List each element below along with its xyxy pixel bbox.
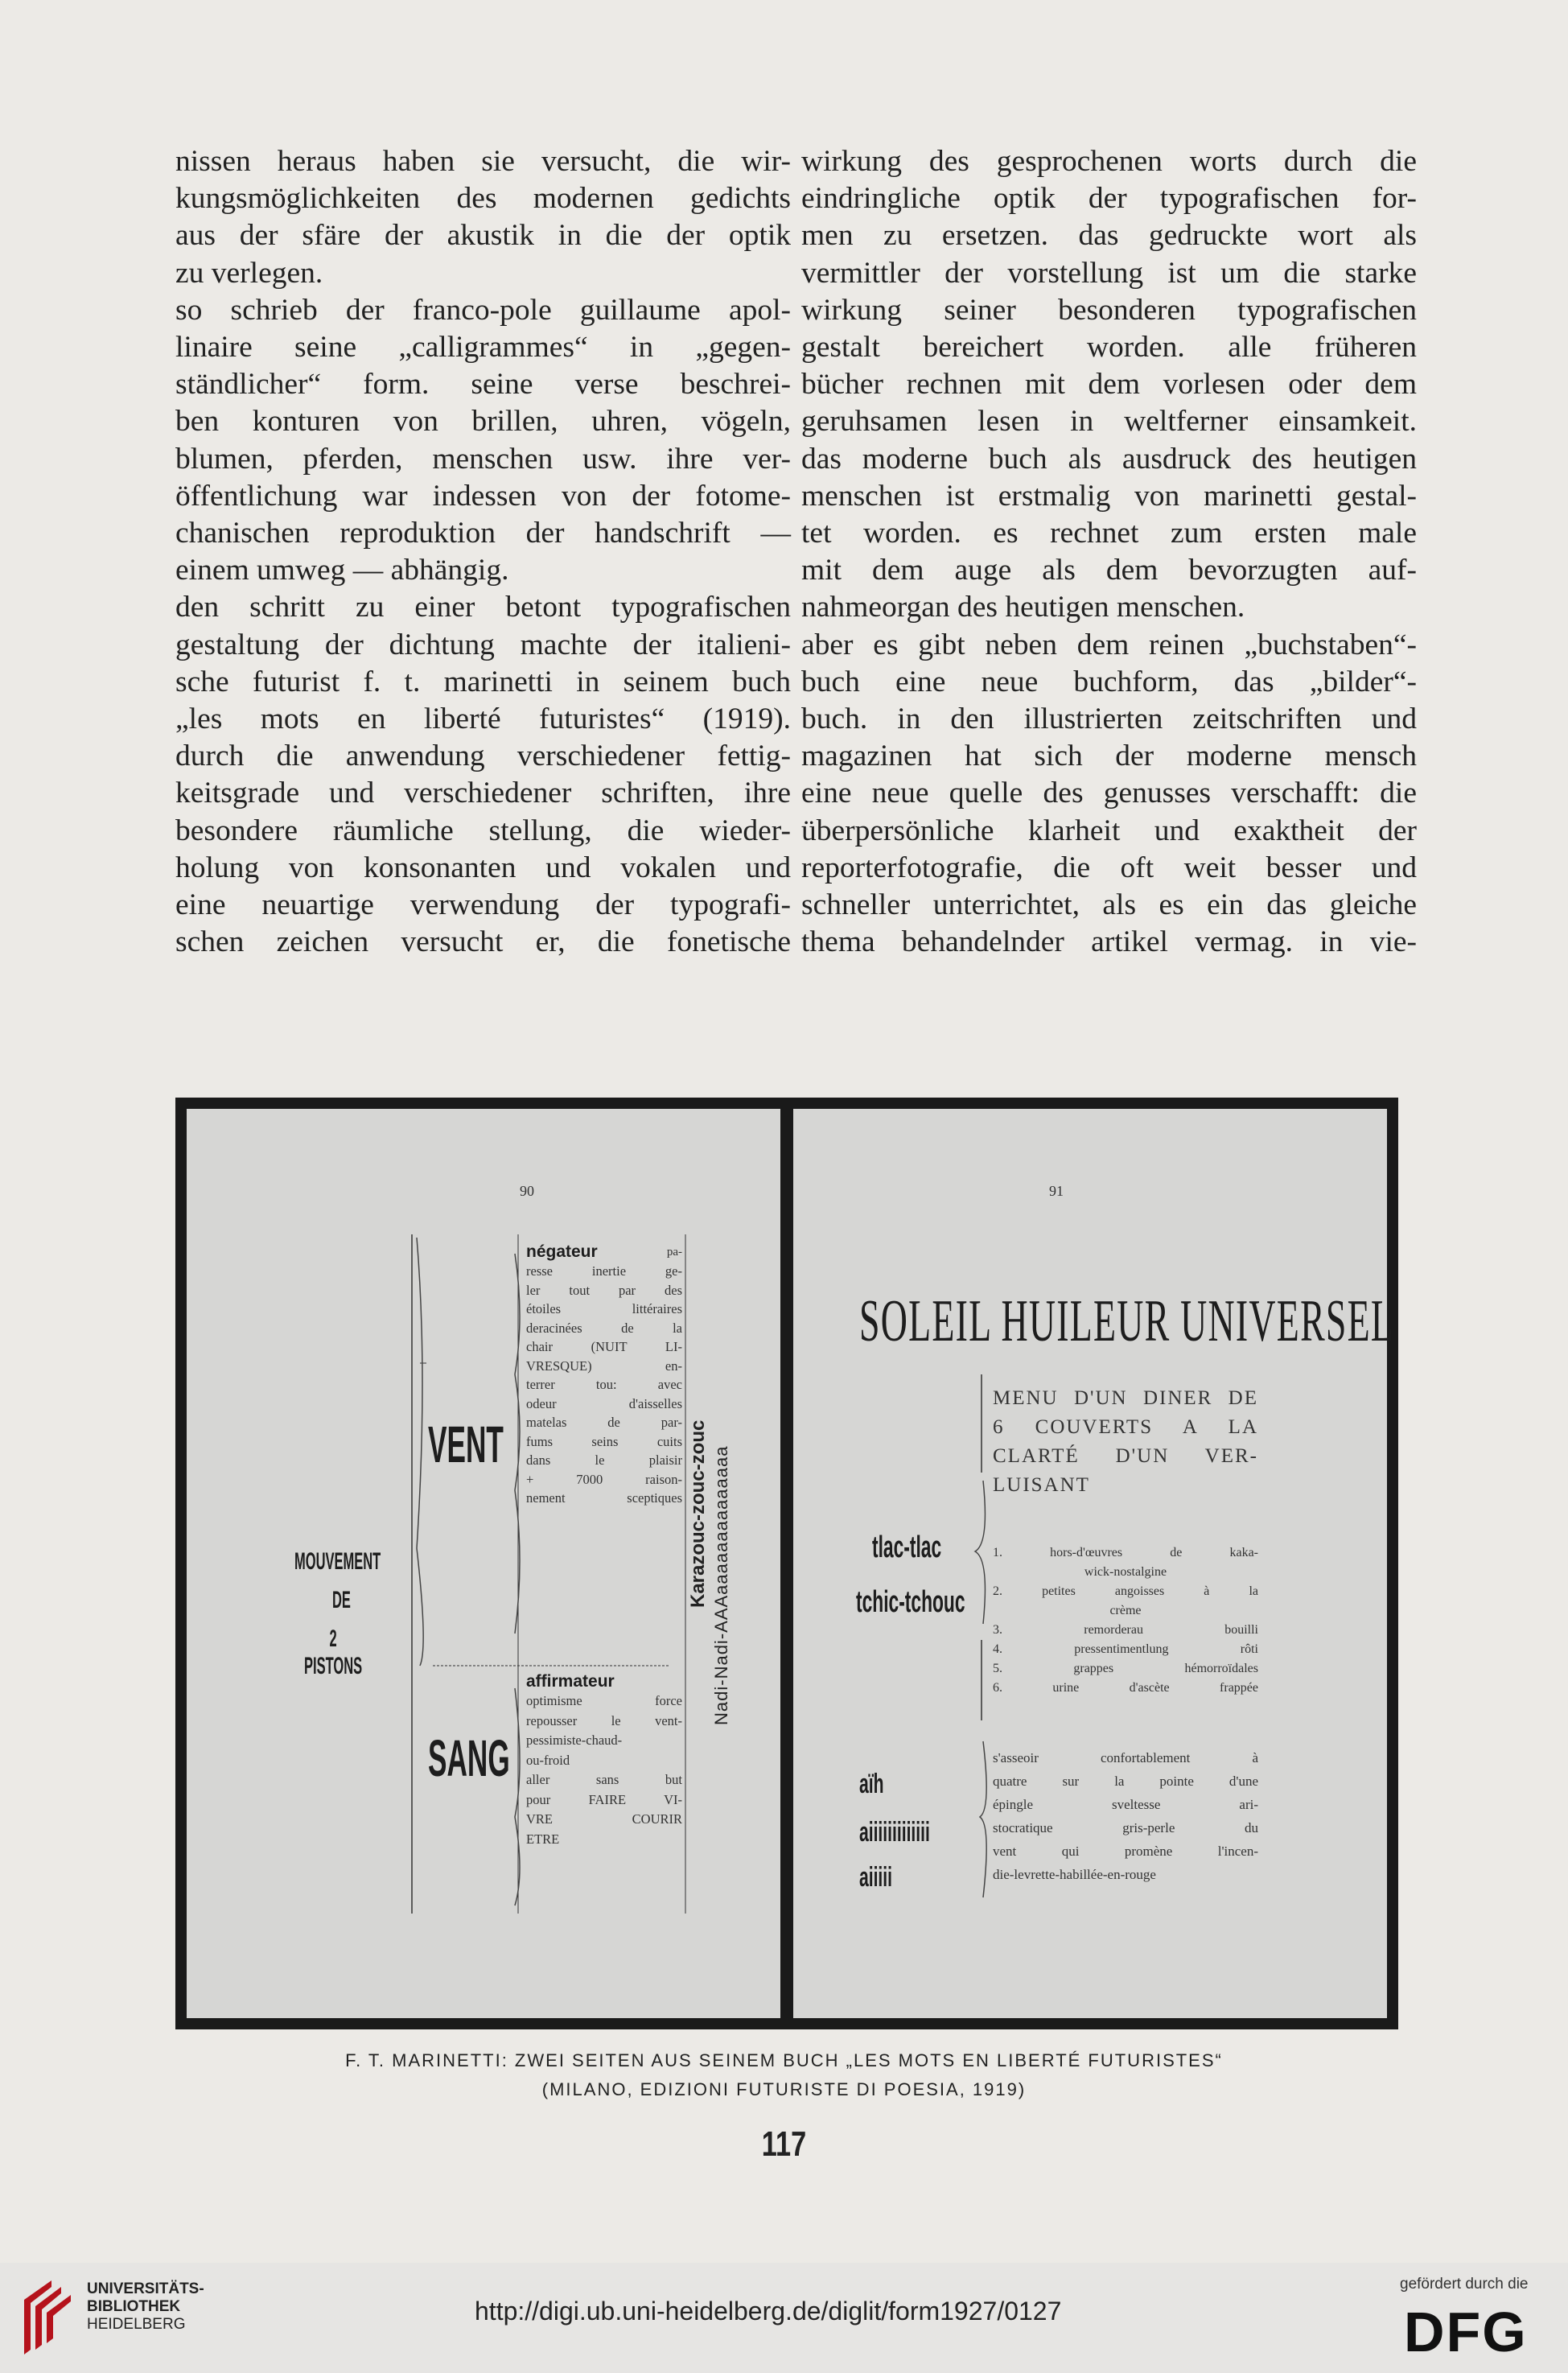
- page-number-left: 90: [520, 1183, 534, 1199]
- library-name-line-1: UNIVERSITÄTS-: [87, 2280, 204, 2297]
- closing-line: épingle sveltesse ari-: [993, 1797, 1258, 1812]
- negateur-title: négateur pa-: [526, 1242, 682, 1261]
- vertical-text-2: Nadi-Nadi-AAAaaaaaaaaaaaaaa: [711, 1445, 731, 1725]
- course-line: 4. pressentimentlung rôti: [993, 1642, 1258, 1656]
- left-column-line: öffentlichung war indessen von der fotome-: [175, 479, 791, 513]
- right-column-line: thema behandelnder artikel vermag. in vie-: [801, 925, 1417, 959]
- left-column-line: holung von konsonanten und vokalen und: [175, 851, 791, 884]
- left-column-line: durch die anwendung verschiedener fettig-: [175, 740, 791, 773]
- library-logo-icon[interactable]: [19, 2276, 76, 2356]
- caption-line-2: (MILANO, EDIZIONI FUTURISTE DI POESIA, 1919): [541, 2079, 1027, 2099]
- soleil-title: SOLEIL HUILEUR UNIVERSEL: [859, 1288, 1395, 1354]
- right-text-column: [801, 143, 1417, 961]
- negateur-line: fums seins cuits: [526, 1433, 682, 1449]
- negateur-block: [526, 1242, 682, 1508]
- course-line: crème: [1109, 1604, 1142, 1617]
- right-column-line: schneller unterrichtet, als es ein das gleiche: [801, 888, 1417, 922]
- right-column-line: wirkung des gesprochenen worts durch die: [801, 145, 1417, 178]
- caption-line-1: F. T. MARINETTI: ZWEI SEITEN AUS SEINEM BUCH „LES MOTS EN LIBERTÉ FUTURISTES“: [345, 2050, 1223, 2070]
- library-name-line-2: BIBLIOTHEK: [87, 2298, 181, 2315]
- right-column-line: wirkung seiner besonderen typografischen: [801, 293, 1417, 327]
- left-column-line: nissen heraus haben sie versucht, die wir-: [175, 145, 791, 178]
- left-column-line: sche futurist f. t. marinetti in seinem buch: [175, 665, 791, 698]
- negateur-line: deracinées de la: [526, 1320, 682, 1336]
- negateur-line: nement sceptiques: [526, 1490, 682, 1506]
- left-column-line: gestaltung der dichtung machte der italieni-: [175, 628, 791, 661]
- affirmateur-line: ou-froid: [526, 1752, 570, 1768]
- menu-courses: [993, 1543, 1258, 1698]
- left-column-line: keitsgrade und verschiedener schriften, ihre: [175, 777, 791, 810]
- onomat-tlac: tlac-tlac: [872, 1531, 942, 1564]
- affirmateur-line: repousser le vent-: [526, 1712, 682, 1728]
- onomat-aih: aïh: [859, 1769, 884, 1799]
- negateur-line: matelas de par-: [526, 1415, 682, 1430]
- right-column-line: mit dem auge als dem bevorzugten auf-: [801, 554, 1417, 587]
- left-column-line: „les mots en liberté futuristes“ (1919).: [175, 702, 791, 736]
- right-column-line: buch. in den illustrierten zeitschriften und: [801, 702, 1417, 736]
- left-text-column: [175, 143, 791, 961]
- course-line: wick-nostalgine: [1084, 1565, 1167, 1579]
- left-column-line: besondere räumliche stellung, die wieder-: [175, 814, 791, 847]
- left-column-line: ständlicher“ form. seine verse beschrei-: [175, 368, 791, 402]
- page-number-right: 91: [1049, 1183, 1064, 1199]
- affirmateur-line: ETRE: [526, 1831, 560, 1847]
- course-line: 1. hors-d'œuvres de kaka-: [993, 1546, 1258, 1559]
- menu-line: CLARTÉ D'UN VER-: [993, 1445, 1258, 1467]
- right-column-line: aber es gibt neben dem reinen „buchstaben“-: [801, 628, 1417, 661]
- left-column-line: kungsmöglichkeiten des modernen gedichts: [175, 182, 791, 216]
- facsimile-page-right: [793, 1109, 1395, 2018]
- left-column-line: schen zeichen versucht er, die fonetische: [175, 925, 791, 959]
- right-column-line: reporterfotografie, die oft weit besser und: [801, 851, 1417, 884]
- affirmateur-line: aller sans but: [526, 1772, 682, 1787]
- left-column-line: linaire seine „calligrammes“ in „gegen-: [175, 331, 791, 365]
- mouvement-line-3: 2 PISTONS: [304, 1625, 363, 1679]
- left-column-line: aus der sfäre der akustik in die der optik: [175, 219, 791, 253]
- sang-word: SANG: [428, 1729, 510, 1787]
- right-column-line: überpersönliche klarheit und exaktheit der: [801, 814, 1417, 847]
- closing-line: vent qui promène l'incen-: [993, 1844, 1258, 1859]
- negateur-text: [526, 1262, 682, 1508]
- right-column-line: gestalt bereichert worden. alle früheren: [801, 331, 1417, 365]
- sponsor-label: gefördert durch die: [1400, 2276, 1529, 2293]
- left-column-line: blumen, pferden, menschen usw. ihre ver-: [175, 442, 791, 476]
- closing-line: stocratique gris-perle du: [993, 1820, 1258, 1835]
- negateur-line: dans le plaisir: [526, 1452, 682, 1468]
- facsimile-plate: [175, 1098, 1398, 2029]
- course-line: 5. grappes hémorroïdales: [993, 1662, 1258, 1675]
- affirmateur-line: pour FAIRE VI-: [526, 1791, 682, 1807]
- left-column-line: eine neuartige verwendung der typografi-: [175, 888, 791, 922]
- menu-line: 6 COUVERTS A LA: [993, 1416, 1258, 1438]
- menu-heading: [993, 1384, 1258, 1500]
- right-column-line: tet worden. es rechnet zum ersten male: [801, 517, 1417, 550]
- right-column-line: nahmeorgan des heutigen menschen.: [801, 591, 1245, 624]
- library-name[interactable]: [87, 2280, 204, 2334]
- closing-line: quatre sur la pointe d'une: [993, 1774, 1258, 1789]
- menu-line: MENU D'UN DINER DE: [993, 1387, 1258, 1409]
- course-line: 2. petites angoisses à la: [993, 1584, 1258, 1598]
- negateur-line: terrer tou: avec: [526, 1377, 682, 1392]
- vent-word: VENT: [428, 1415, 504, 1473]
- onomat-aiii-short: aiiiii: [859, 1862, 893, 1893]
- left-column-line: ben konturen von brillen, uhren, vögeln,: [175, 405, 791, 439]
- closing-line: s'asseoir confortablement à: [993, 1750, 1258, 1765]
- affirmateur-line: pessimiste-chaud-: [526, 1732, 623, 1748]
- mouvement-line-1: MOUVEMENT: [294, 1548, 381, 1575]
- right-column-line: das moderne buch als ausdruck des heutigen: [801, 442, 1417, 476]
- mouvement-line-2: DE: [332, 1587, 352, 1613]
- onomat-tchic: tchic-tchouc: [856, 1585, 965, 1619]
- page-folio: 117: [761, 2124, 807, 2164]
- left-column-line: so schrieb der franco-pole guillaume apol-: [175, 293, 791, 327]
- negateur-line: + 7000 raison-: [526, 1471, 682, 1487]
- facsimile-page-left: [187, 1109, 780, 2018]
- left-column-line: den schritt zu einer betont typografischen: [175, 591, 791, 624]
- right-column-line: bücher rechnen mit dem vorlesen oder dem: [801, 368, 1417, 402]
- left-column-line: zu verlegen.: [175, 256, 323, 290]
- affirmateur-line: optimisme force: [526, 1693, 682, 1708]
- left-column-line: chanischen reproduktion der handschrift —: [175, 517, 791, 550]
- right-column-line: menschen ist erstmalig von marinetti gestal-: [801, 479, 1417, 513]
- dfg-logo[interactable]: DFG: [1404, 2301, 1528, 2363]
- closing-line: die-levrette-habillée-en-rouge: [993, 1867, 1156, 1882]
- negateur-line: chair (NUIT LI-: [526, 1339, 682, 1354]
- right-column-line: eine neue quelle des genusses verschafft: die: [801, 777, 1417, 810]
- right-column-line: men zu ersetzen. das gedruckte wort als: [801, 219, 1417, 253]
- course-line: 6. urine d'ascète frappée: [993, 1681, 1258, 1695]
- closing-text: [993, 1746, 1258, 1886]
- right-column-line: vermittler der vorstellung ist um die starke: [801, 256, 1417, 290]
- right-column-line: geruhsamen lesen in weltferner einsamkeit.: [801, 405, 1417, 439]
- negateur-line: étoiles littéraires: [526, 1301, 682, 1316]
- left-column-line: einem umweg — abhängig.: [175, 554, 509, 587]
- negateur-line: VRESQUE) en-: [526, 1357, 682, 1374]
- right-column-line: buch eine neue buchform, das „bilder“-: [801, 665, 1417, 698]
- permalink-url[interactable]: http://digi.ub.uni-heidelberg.de/diglit/form1927/0127: [475, 2297, 1062, 2326]
- onomat-aiii-long: aiiiiiiiiiiiii: [859, 1817, 930, 1848]
- affirmateur-line: VRE COURIR: [526, 1811, 682, 1827]
- library-name-line-3: HEIDELBERG: [87, 2316, 186, 2333]
- right-column-line: magazinen hat sich der moderne mensch: [801, 740, 1417, 773]
- affirmateur-block: [526, 1672, 682, 1849]
- affirmateur-text: [526, 1691, 682, 1849]
- course-line: 3. remorderau bouilli: [993, 1623, 1258, 1637]
- negateur-line: ler tout par des: [526, 1282, 682, 1298]
- menu-line: LUISANT: [993, 1474, 1090, 1496]
- affirmateur-title: affirmateur: [526, 1672, 615, 1691]
- vertical-text-1: Karazouc-zouc-zouc: [687, 1419, 709, 1608]
- right-column-line: eindringliche optik der typografischen for-: [801, 182, 1417, 216]
- negateur-line: resse inertie ge-: [526, 1263, 682, 1279]
- negateur-line: odeur d'aisselles: [526, 1395, 682, 1411]
